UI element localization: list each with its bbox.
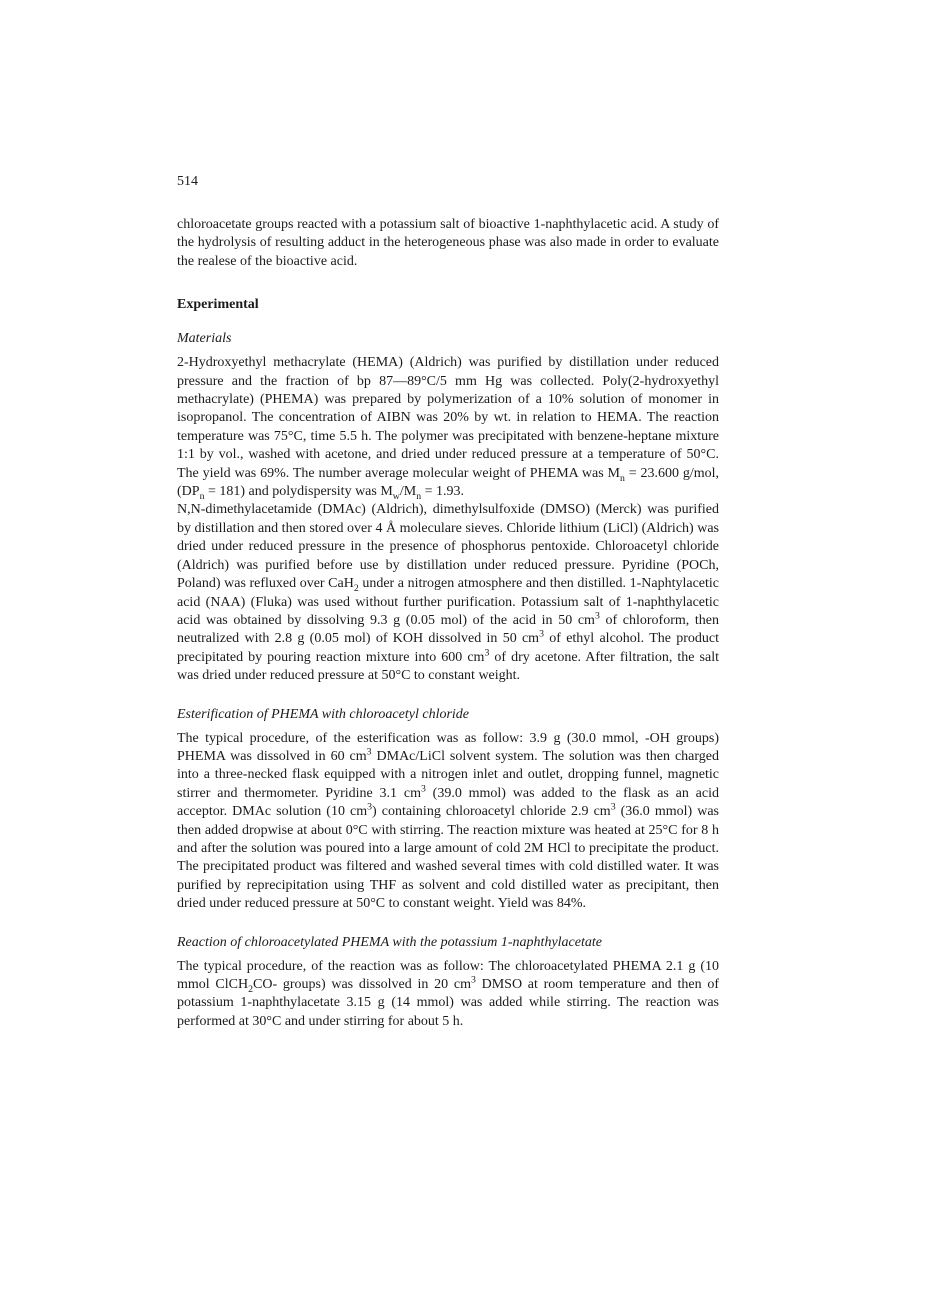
- materials-paragraph-1: 2-Hydroxyethyl methacrylate (HEMA) (Aldrich) was purified by distillation under reduced pressure and the fraction of bp 87—89°C/5 mm Hg was collected. Poly(2-hydroxyethyl methacrylate) (PHEMA) was prepared by polymerization of a 10% solution of monomer in isopropanol. The concentration of AIBN was 20% by wt. in relation to HEMA. The reaction temperature was 75°C, time 5.5 h. The polymer was precipitated with benzene-heptane mixture 1:1 by vol., washed with acetone, and dried under reduced pressure at a temperature of 50°C. The yield was 69%. The number average molecular weight of PHEMA was $M_n = 23.600$ g/mol, $(DP_n = 181)$ and polydispersity was $M_w/M_n = 1.93$.: [177, 355, 719, 502]
- text-column: [177, 174, 719, 1031]
- reaction-paragraph: The typical procedure, of the reaction was as follow: The chloroacetylated PHEMA 2.1 g (10 mmol ClCH$_2$CO- groups) was dissolved in 20 $cm^3$ DMSO at room temperature and then of potassium 1-naphthylacetate 3.15 g (14 mmol) was added while stirring. The reaction was performed at 30°C and under stirring for about 5 h.: [177, 958, 719, 1029]
- reaction-heading: Reaction of chloroacetylated PHEMA with the potassium 1-naphthylacetate: [177, 934, 602, 950]
- materials-heading: Materials: [177, 331, 232, 347]
- experimental-heading: Experimental: [177, 297, 259, 313]
- intro-paragraph: chloroacetate groups reacted with a potassium salt of bioactive 1-naphthylacetic acid. A study of the hydrolysis of resulting adduct in the heterogeneous phase was also made in order to evaluate the realese of the bioactive acid.: [177, 217, 719, 269]
- page-number: 514: [177, 174, 198, 189]
- esterification-paragraph: The typical procedure, of the esterification was as follow: 3.9 g (30.0 mmol, -OH groups) PHEMA was dissolved in 60 $cm^3$ DMAc/LiCl solvent system. The solution was then charged into a three-necked flask equipped with a nitrogen inlet and outlet, dropping funnel, magnetic stirrer and thermometer. Pyridine 3.1 $cm^3$ (39.0 mmol) was added to the flask as an acid acceptor. DMAc solution (10 $cm^3$) containing chloroacetyl chloride 2.9 $cm^3$ (36.0 mmol) was then added dropwise at about 0°C with stirring. The reaction mixture was heated at 25°C for 8 h and after the solution was poured into a large amount of cold 2M HCl to precipitate the product. The precipitated product was filtered and washed several times with cold distilled water. It was purified by reprecipitation using THF as solvent and cold distilled water as precipitant, then dried under reduced pressure at 50°C to constant weight. Yield was 84%.: [177, 730, 720, 912]
- esterification-heading: Esterification of PHEMA with chloroacetyl chloride: [177, 706, 470, 722]
- materials-paragraph-2: N,N-dimethylacetamide (DMAc) (Aldrich), dimethylsulfoxide (DMSO) (Merck) was purified by distillation and then stored over 4 Å moleculare sieves. Chloride lithium (LiCl) (Aldrich) was dried under reduced pressure in the presence of phosphorus pentoxide. Chloroacetyl chloride (Aldrich) was purified before use by distillation under reduced pressure. Pyridine (POCh, Poland) was refluxed over CaH$_2$ under a nitrogen atmosphere and then distilled. 1-Naphtylacetic acid (NAA) (Fluka) was used without further purification. Potassium salt of 1-naphthylacetic acid was obtained by dissolving 9.3 g (0.05 mol) of the acid in 50 $cm^3$ of chloroform, then neutralized with 2.8 g (0.05 mol) of KOH dissolved in 50 $cm^3$ of ethyl alcohol. The product precipitated by pouring reaction mixture into 600 $cm^3$ of dry acetone. After filtration, the salt was dried under reduced pressure at 50°C to constant weight.: [177, 502, 719, 684]
